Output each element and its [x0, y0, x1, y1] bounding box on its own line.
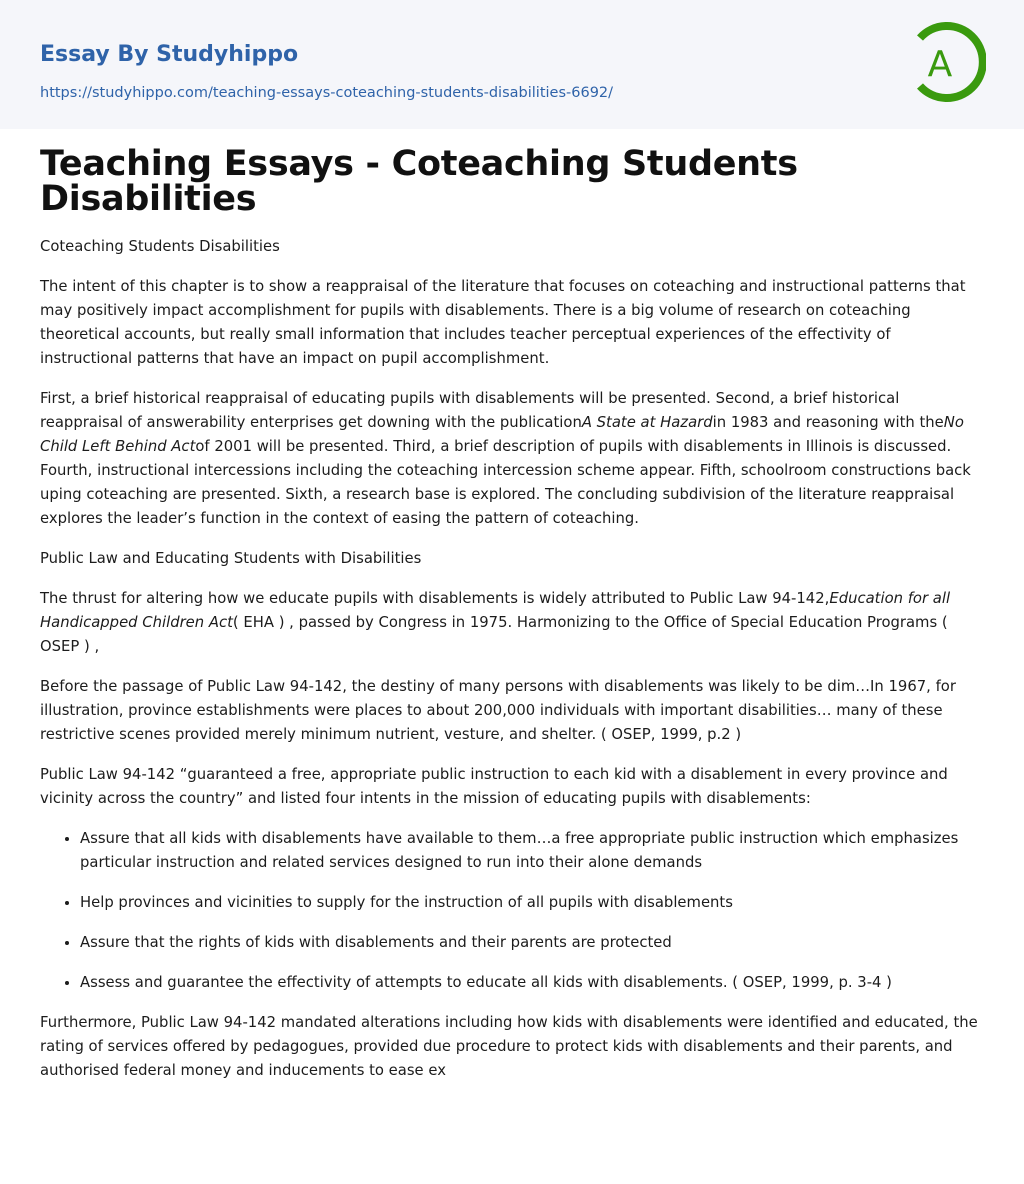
studyhippo-logo-icon[interactable]: [912, 20, 986, 104]
list-item: • Help provinces and vicinities to supply for the instruction of all pupils with disablements: [80, 891, 984, 915]
essay-subtitle: Coteaching Students Disabilities: [40, 238, 280, 255]
quote-paragraph: Before the passage of Public Law 94-142, the destiny of many persons with disablements was likely to be dim…In 1967, for illustration, province establishments were places to about 200,000 individuals with important disabilities… many of these restrictive scenes provided merely minimum nutrient, vesture, and shelter. ( OSEP, 1999, p.2 ): [40, 678, 956, 743]
site-header: [0, 0, 1024, 129]
list-item: • Assure that all kids with disablements have available to them…a free appropriate public instruction which emphasizes particular instruction and related services designed to run into their alone demands: [80, 827, 984, 875]
logo-letter: A: [927, 44, 953, 85]
essay-url-link[interactable]: https://studyhippo.com/teaching-essays-coteaching-students-disabilities-6692/: [40, 85, 614, 101]
list-item: • Assess and guarantee the effectivity of attempts to educate all kids with disablements. ( OSEP, 1999, p. 3-4 ): [80, 971, 984, 995]
brand-title[interactable]: Essay By Studyhippo: [40, 42, 299, 67]
essay-content: [0, 129, 1024, 1083]
section-heading: Public Law and Educating Students with Disabilities: [40, 550, 422, 567]
paragraph: The intent of this chapter is to show a reappraisal of the literature that focuses on coteaching and instructional patterns that may positively impact accomplishment for pupils with disablements. There is a big volume of research on coteaching theoretical accounts, but really small information that includes teacher perceptual experiences of the effectivity of instructional patterns that have an impact on pupil accomplishment.: [40, 278, 966, 367]
purposes-list: [80, 827, 984, 995]
page-title: Teaching Essays - Coteaching Students Disabilities: [40, 144, 798, 219]
paragraph: The thrust for altering how we educate pupils with disablements is widely attributed to Public Law 94-142,Education for all Handicapped Children Act( EHA ) , passed by Congress in 1975. Harmonizing to the Office of Special Education Programs ( OSEP ) ,: [40, 590, 951, 655]
list-item: • Assure that the rights of kids with disablements and their parents are protected: [80, 931, 984, 955]
paragraph: First, a brief historical reappraisal of educating pupils with disablements will be presented. Second, a brief historical reappraisal of answerability enterprises get downing with the publicationA State at Hazardin 1983 and reasoning with theNo Child Left Behind Actof 2001 will be presented. Third, a brief description of pupils with disablements in Illinois is discussed. Fourth, instructional intercessions including the coteaching intercession scheme appear. Fifth, schoolroom constructions back uping coteaching are presented. Sixth, a research base is explored. The concluding subdivision of the literature reappraisal explores the leader’s function in the context of easing the pattern of coteaching.: [40, 390, 971, 527]
paragraph: Public Law 94-142 “guaranteed a free, appropriate public instruction to each kid with a disablement in every province and vicinity across the country” and listed four intents in the mission of educating pupils with disablements:: [40, 766, 948, 807]
paragraph: Furthermore, Public Law 94-142 mandated alterations including how kids with disablements were identified and educated, the rating of services offered by pedagogues, provided due procedure to protect kids with disablements and their parents, and authorised federal money and inducements to ease ex: [40, 1014, 978, 1079]
